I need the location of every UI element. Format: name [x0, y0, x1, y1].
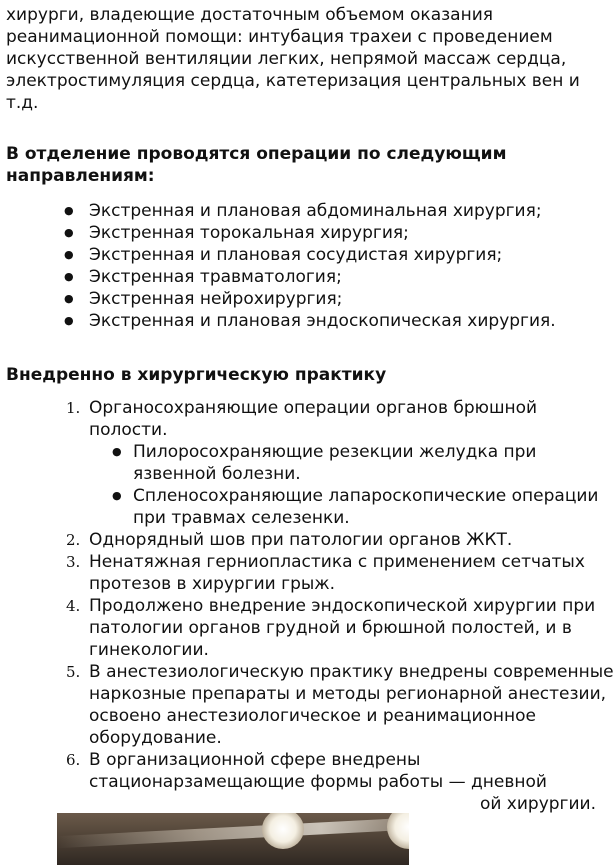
section-heading-implemented: Внедренно в хирургическую практику	[6, 365, 387, 385]
item-text: Однорядный шов при патологии органов ЖКТ.	[89, 530, 513, 550]
numbered-item	[62, 595, 614, 661]
item-number: 2.	[66, 531, 81, 549]
directions-list	[62, 200, 614, 332]
photo-light-beam	[57, 818, 409, 848]
item-number: 3.	[66, 553, 81, 571]
intro-paragraph: хирурги, владеющие достаточным объемом оказания реанимационной помощи: интубация трахеи с проведением искусственной вентиляции легких, непрямой массаж сердца, электростимуляция сердца, катетеризация центральных вен и т.д.	[6, 5, 580, 113]
list-item: ● Экстренная травматология;	[62, 266, 614, 288]
implemented-list	[62, 397, 614, 815]
numbered-item-continued	[62, 793, 614, 815]
numbered-item	[62, 529, 614, 551]
sub-list	[89, 441, 614, 529]
sub-item: ● Пилоросохраняющие резекции желудка при язвенной болезни.	[89, 441, 614, 485]
numbered-item	[62, 749, 614, 793]
surgical-lamp	[387, 813, 409, 849]
item-text: ой хирургии.	[479, 794, 596, 814]
list-item: ● Экстренная и плановая эндоскопическая хирургия.	[62, 310, 614, 332]
numbered-item	[62, 551, 614, 595]
numbered-item	[62, 661, 614, 749]
list-item: ● Экстренная и плановая абдоминальная хирургия;	[62, 200, 614, 222]
item-text: В анестезиологическую практику внедрены современные наркозные препараты и методы регионарной анестезии, освоено анестезиологическое и реанимационное оборудование.	[89, 662, 614, 748]
list-item: ● Экстренная торокальная хирургия;	[62, 222, 614, 244]
item-number: 1.	[66, 399, 81, 417]
item-text: Ненатяжная герниопластика с применением сетчатых протезов в хирургии грыж.	[89, 552, 585, 594]
operating-room-photo	[57, 813, 409, 865]
surgical-lamp	[262, 813, 304, 849]
list-item: ● Экстренная и плановая сосудистая хирургия;	[62, 244, 614, 266]
item-text: Органосохраняющие операции органов брюшной полости.	[89, 398, 538, 440]
section-heading-directions: В отделение проводятся операции по следующим направлениям:	[6, 144, 507, 186]
sub-item: ● Спленосохраняющие лапароскопические операции при травмах селезенки.	[89, 485, 614, 529]
list-item: ● Экстренная нейрохирургия;	[62, 288, 614, 310]
item-number: 5.	[66, 663, 81, 681]
item-number: 4.	[66, 597, 81, 615]
item-number: 6.	[66, 751, 81, 769]
item-text: Продолжено внедрение эндоскопической хирургии при патологии органов грудной и брюшной полостей, и в гинекологии.	[89, 596, 596, 660]
item-text: В организационной сфере внедрены стационарзамещающие формы работы — дневной	[89, 750, 547, 792]
numbered-item	[62, 397, 614, 529]
